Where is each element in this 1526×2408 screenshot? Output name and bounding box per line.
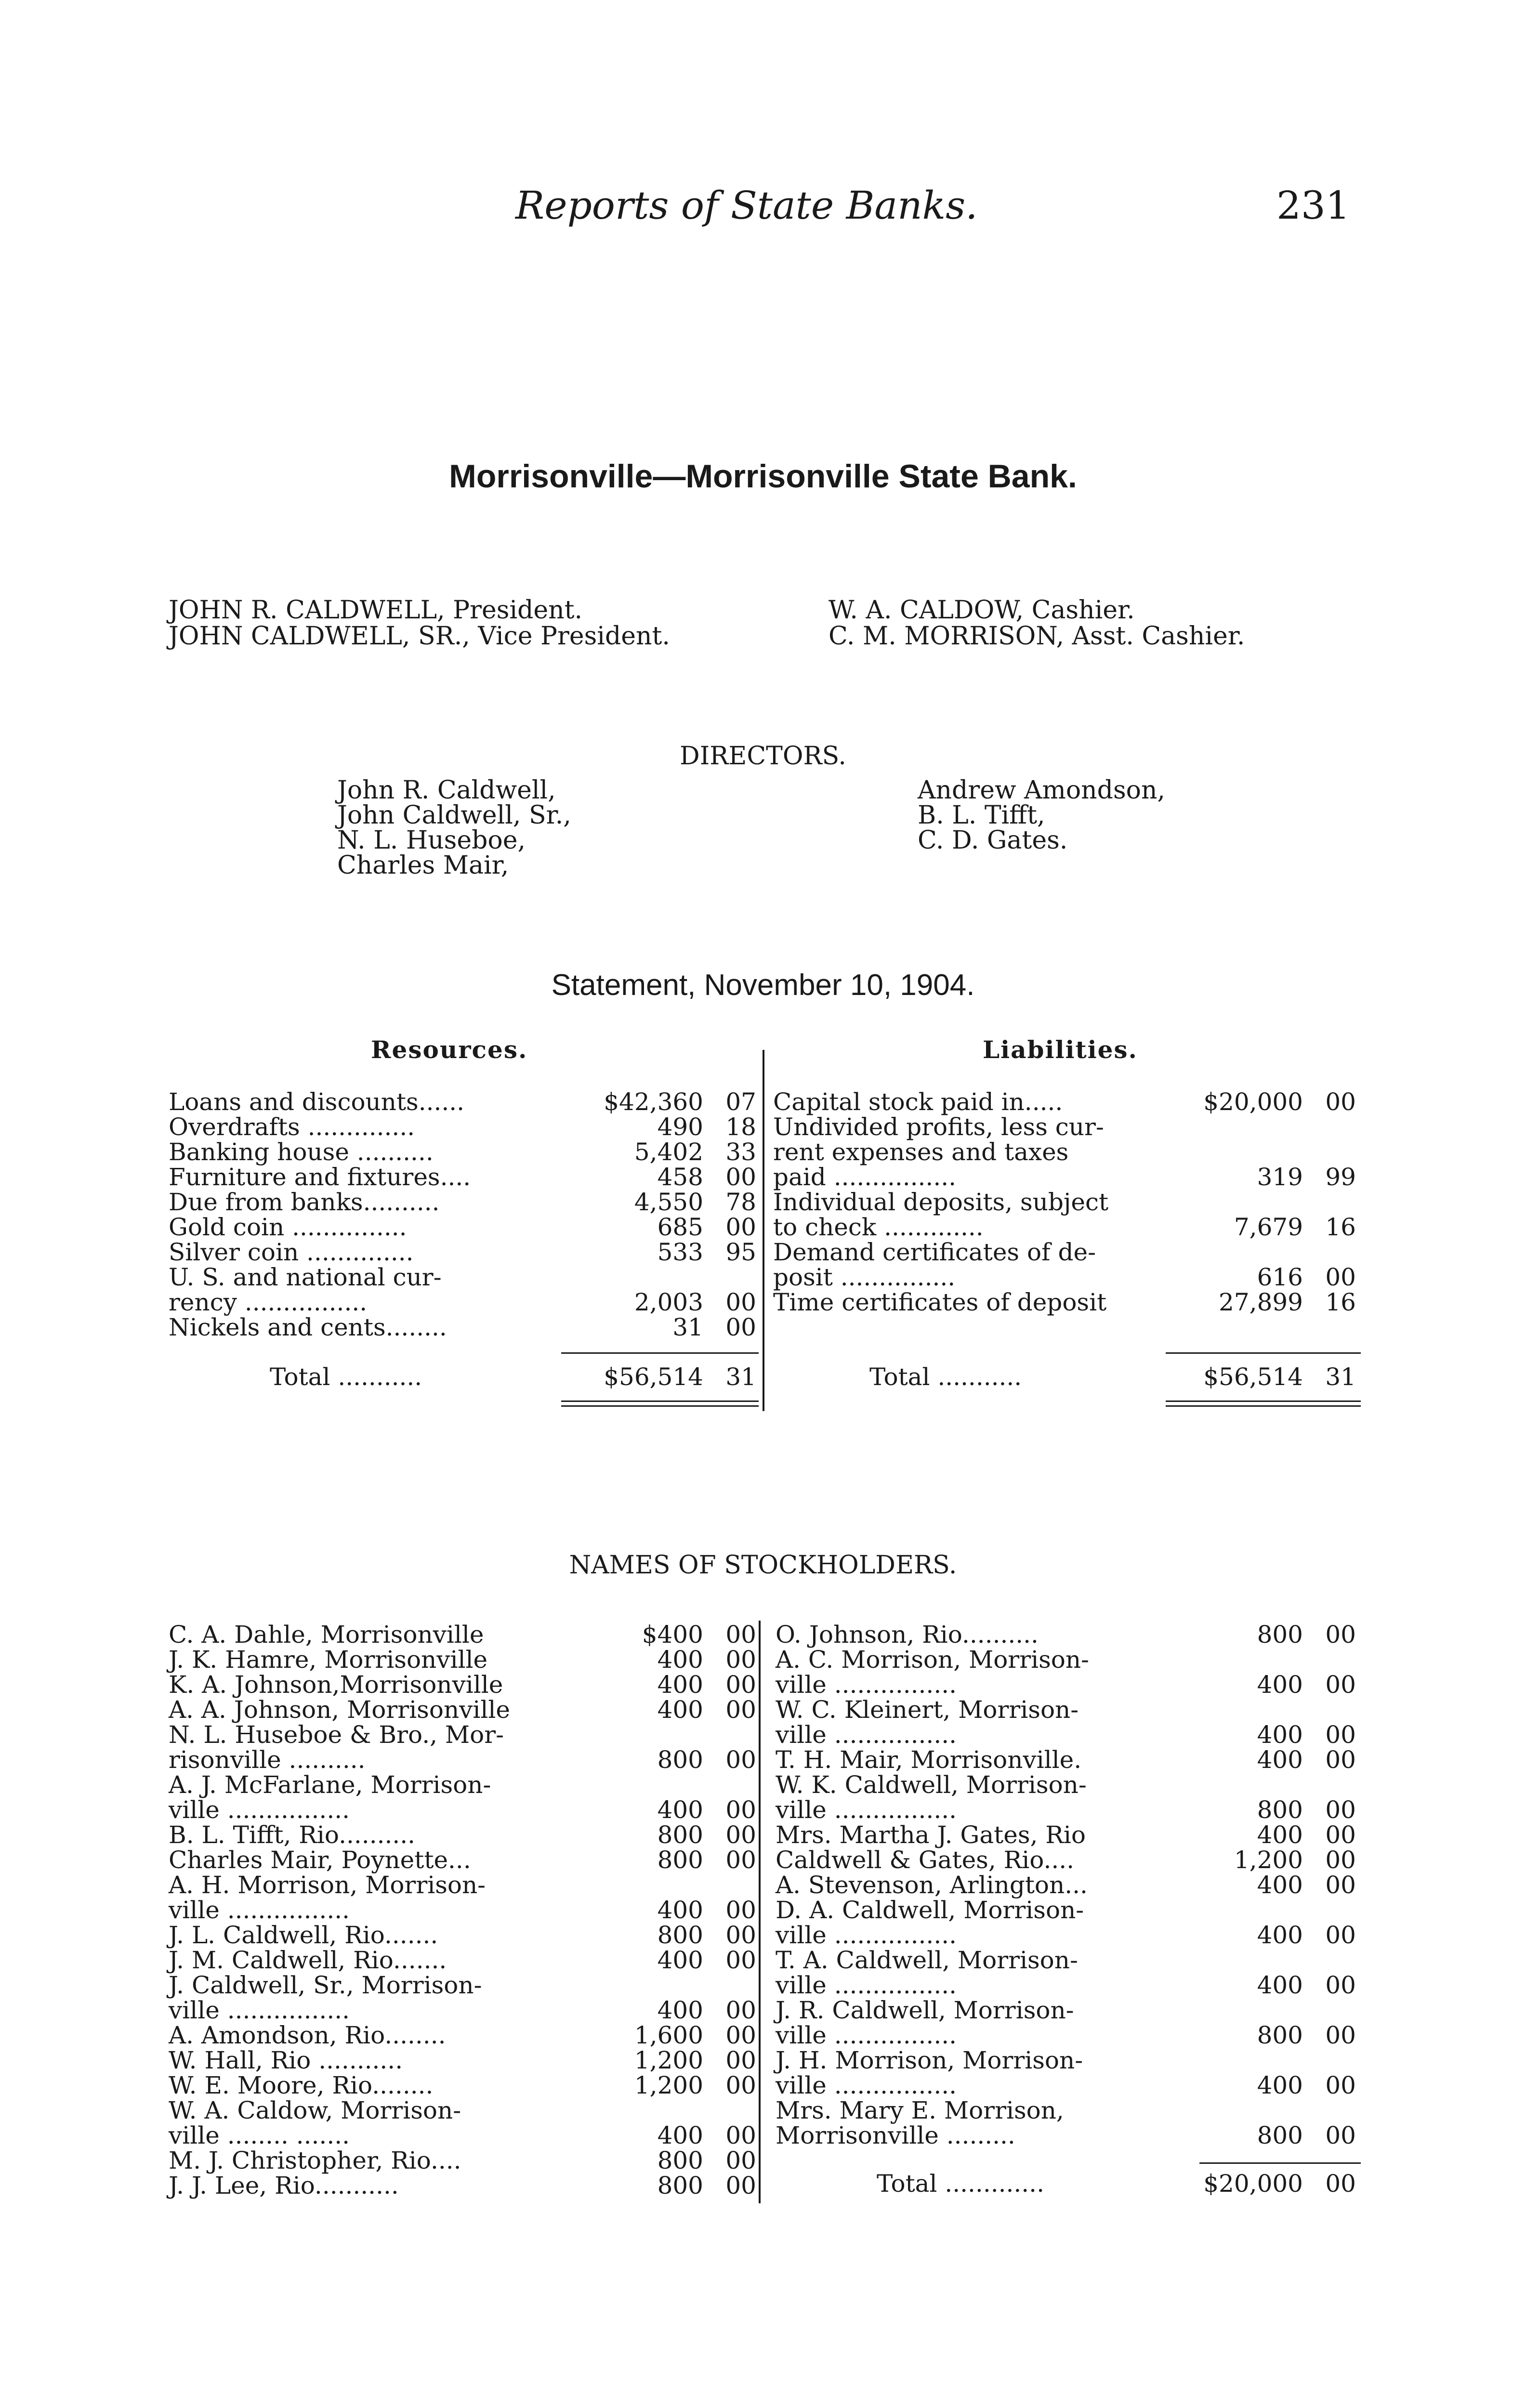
stockholder-row-label: C. A. Dahle, Morrisonville: [169, 1621, 484, 1649]
page-number: 231: [1276, 183, 1350, 228]
stockholder-row-cents: 00: [725, 2071, 756, 2099]
stockholder-row-amount: 1,600: [634, 2021, 703, 2049]
liability-row-amount: 27,899: [1219, 1288, 1303, 1316]
stockholder-row-amount: 400: [1257, 1671, 1303, 1699]
stockholder-row-cents: 00: [1325, 2021, 1356, 2049]
stockholder-row-cents: 00: [1325, 1621, 1356, 1649]
director-name: John Caldwell, Sr.,: [337, 801, 571, 830]
stockholder-row-amount: 400: [1257, 1971, 1303, 1999]
stockholder-row-label: M. J. Christopher, Rio....: [169, 2146, 461, 2174]
stockholder-row-cents: 00: [725, 1696, 756, 1724]
resource-row-amount: 5,402: [634, 1138, 703, 1166]
stockholder-row-cents: 00: [1325, 1921, 1356, 1949]
stockholder-row-amount: 400: [1257, 1821, 1303, 1849]
stockholders-total-rule: [1199, 2162, 1361, 2164]
stockholder-row-amount: 800: [1257, 2021, 1303, 2049]
liability-row-label: Demand certificates of de-: [773, 1238, 1096, 1266]
stockholder-row-label: J. L. Caldwell, Rio.......: [169, 1921, 438, 1949]
resource-row-cents: 07: [725, 1088, 756, 1116]
statement-column-divider: [763, 1050, 764, 1411]
directors-heading: DIRECTORS.: [680, 742, 846, 771]
resource-row-cents: 78: [725, 1188, 756, 1216]
stockholder-row-cents: 00: [725, 2146, 756, 2174]
stockholder-row-cents: 00: [725, 1996, 756, 2024]
stockholder-row-amount: 800: [657, 1921, 703, 1949]
liability-row-label: posit ...............: [773, 1263, 956, 1291]
liabilities-heading: Liabilities.: [983, 1035, 1138, 1064]
stockholder-row-amount: 800: [1257, 1796, 1303, 1824]
stockholder-row-label: A. H. Morrison, Morrison-: [169, 1871, 486, 1899]
stockholder-row-cents: 00: [1325, 1671, 1356, 1699]
stockholder-row-cents: 00: [725, 1921, 756, 1949]
stockholders-column-divider: [759, 1621, 761, 2203]
stockholder-row-amount: 800: [657, 1846, 703, 1874]
stockholder-row-amount: $400: [642, 1621, 703, 1649]
liability-row-cents: 99: [1325, 1163, 1356, 1191]
stockholder-row-label: Mrs. Martha J. Gates, Rio: [776, 1821, 1086, 1849]
stockholder-row-amount: 800: [657, 2146, 703, 2174]
liability-row-label: rent expenses and taxes: [773, 1138, 1069, 1166]
stockholder-row-label: ville ................: [776, 2021, 957, 2049]
stockholder-row-amount: 400: [1257, 1871, 1303, 1899]
stockholder-row-label: J. R. Caldwell, Morrison-: [776, 1996, 1074, 2024]
stockholder-row-label: A. Amondson, Rio........: [169, 2021, 446, 2049]
stockholder-row-label: J. Caldwell, Sr., Morrison-: [169, 1971, 482, 1999]
stockholder-row-label: Caldwell & Gates, Rio....: [776, 1846, 1075, 1874]
directors-left: [337, 778, 571, 878]
stockholder-row-amount: 400: [657, 1671, 703, 1699]
officer-asst-cashier: C. M. MORRISON, Asst. Cashier.: [829, 622, 1245, 651]
running-header-title: Reports of State Banks.: [515, 183, 978, 228]
liabilities-total-amount: $56,514: [1203, 1363, 1303, 1391]
stockholder-row-cents: 00: [725, 1846, 756, 1874]
officers-right: [829, 597, 1245, 649]
stockholder-row-cents: 00: [1325, 1821, 1356, 1849]
stockholder-row-label: ville ................: [169, 1796, 350, 1824]
bank-title: Morrisonville—Morrisonville State Bank.: [449, 458, 1077, 495]
stockholder-row-label: J. K. Hamre, Morrisonville: [169, 1646, 488, 1674]
resource-row-label: Silver coin ..............: [169, 1238, 414, 1266]
stockholder-row-cents: 00: [1325, 2071, 1356, 2099]
stockholder-row-label: A. Stevenson, Arlington...: [776, 1871, 1088, 1899]
stockholder-row-cents: 00: [725, 1621, 756, 1649]
director-name: B. L. Tifft,: [918, 801, 1045, 830]
liability-row-cents: 16: [1325, 1213, 1356, 1241]
resource-row-cents: 33: [725, 1138, 756, 1166]
stockholder-row-amount: 400: [1257, 2071, 1303, 2099]
stockholder-row-label: J. J. Lee, Rio...........: [169, 2172, 399, 2199]
stockholder-row-cents: 00: [725, 2046, 756, 2074]
stockholder-row-amount: 400: [657, 1646, 703, 1674]
statement-title: Statement, November 10, 1904.: [551, 968, 975, 1002]
resource-row-amount: 490: [657, 1113, 703, 1141]
liability-row-cents: 00: [1325, 1088, 1356, 1116]
stockholder-row-amount: 800: [1257, 1621, 1303, 1649]
resources-total-amount: $56,514: [604, 1363, 703, 1391]
resources-double-rule-b: [561, 1405, 759, 1407]
stockholder-row-amount: 800: [657, 1821, 703, 1849]
stockholder-row-label: W. E. Moore, Rio........: [169, 2071, 434, 2099]
officers-left: [169, 597, 670, 649]
stockholder-row-label: A. J. McFarlane, Morrison-: [169, 1771, 491, 1799]
director-name: N. L. Huseboe,: [337, 826, 526, 855]
stockholder-row-amount: 400: [657, 1946, 703, 1974]
resource-row-label: Nickels and cents........: [169, 1313, 447, 1341]
stockholder-row-label: W. K. Caldwell, Morrison-: [776, 1771, 1087, 1799]
stockholder-row-cents: 00: [1325, 1796, 1356, 1824]
stockholder-row-amount: 400: [657, 1896, 703, 1924]
stockholder-row-cents: 00: [1325, 1871, 1356, 1899]
stockholder-row-label: W. A. Caldow, Morrison-: [169, 2096, 461, 2124]
stockholder-row-label: ville ................: [169, 1996, 350, 2024]
stockholder-row-label: W. C. Kleinert, Morrison-: [776, 1696, 1079, 1724]
resource-row-cents: 00: [725, 1313, 756, 1341]
resource-row-amount: 685: [657, 1213, 703, 1241]
stockholder-row-label: A. C. Morrison, Morrison-: [776, 1646, 1089, 1674]
stockholder-row-label: ville ................: [776, 1971, 957, 1999]
stockholders-total-cents: 00: [1325, 2170, 1356, 2198]
resource-row-label: Overdrafts ..............: [169, 1113, 415, 1141]
stockholders-total-amount: $20,000: [1203, 2170, 1303, 2198]
stockholder-row-cents: 00: [1325, 1846, 1356, 1874]
stockholder-row-amount: 400: [657, 1996, 703, 2024]
liability-row-label: Individual deposits, subject: [773, 1188, 1109, 1216]
stockholder-row-cents: 00: [1325, 1971, 1356, 1999]
resources-total-cents: 31: [725, 1363, 756, 1391]
stockholder-row-cents: 00: [725, 2172, 756, 2199]
stockholder-row-cents: 00: [725, 1896, 756, 1924]
stockholder-row-label: W. Hall, Rio ...........: [169, 2046, 403, 2074]
stockholder-row-label: J. H. Morrison, Morrison-: [776, 2046, 1083, 2074]
resource-row-amount: 533: [657, 1238, 703, 1266]
resource-row-cents: 00: [725, 1163, 756, 1191]
stockholder-row-amount: 800: [657, 2172, 703, 2199]
stockholder-row-label: Charles Mair, Poynette...: [169, 1846, 471, 1874]
stockholders-total-label: Total .............: [877, 2170, 1044, 2198]
director-name: C. D. Gates.: [918, 826, 1068, 855]
stockholder-row-label: D. A. Caldwell, Morrison-: [776, 1896, 1084, 1924]
stockholder-row-amount: 400: [1257, 1921, 1303, 1949]
resource-row-cents: 00: [725, 1213, 756, 1241]
stockholder-row-amount: 400: [657, 2121, 703, 2149]
stockholder-row-label: ville ................: [776, 1796, 957, 1824]
stockholder-row-label: T. A. Caldwell, Morrison-: [776, 1946, 1078, 1974]
resource-row-amount: 458: [657, 1163, 703, 1191]
liability-row-amount: 319: [1257, 1163, 1303, 1191]
resources-double-rule-a: [561, 1400, 759, 1402]
stockholder-row-label: O. Johnson, Rio..........: [776, 1621, 1039, 1649]
stockholder-row-label: B. L. Tifft, Rio..........: [169, 1821, 416, 1849]
resource-row-cents: 18: [725, 1113, 756, 1141]
stockholder-row-label: A. A. Johnson, Morrisonville: [169, 1696, 510, 1724]
stockholder-row-cents: 00: [1325, 1746, 1356, 1774]
stockholder-row-cents: 00: [725, 2121, 756, 2149]
stockholder-row-cents: 00: [725, 1821, 756, 1849]
resource-row-amount: 4,550: [634, 1188, 703, 1216]
stockholder-row-cents: 00: [725, 2021, 756, 2049]
stockholder-row-label: ville ................: [776, 2071, 957, 2099]
liability-row-amount: 7,679: [1234, 1213, 1303, 1241]
stockholder-row-amount: 400: [1257, 1721, 1303, 1749]
resource-row-label: Banking house ..........: [169, 1138, 434, 1166]
liability-row-label: to check .............: [773, 1213, 984, 1241]
stockholder-row-amount: 800: [1257, 2121, 1303, 2149]
stockholder-row-label: ville ................: [776, 1671, 957, 1699]
liabilities-double-rule-b: [1166, 1405, 1361, 1407]
stockholder-row-label: ville ................: [169, 1896, 350, 1924]
stockholder-row-amount: 1,200: [634, 2071, 703, 2099]
stockholder-row-label: J. M. Caldwell, Rio.......: [169, 1946, 447, 1974]
resource-row-cents: 00: [725, 1288, 756, 1316]
stockholder-row-cents: 00: [725, 1946, 756, 1974]
resource-row-amount: 2,003: [634, 1288, 703, 1316]
stockholder-row-cents: 00: [725, 1796, 756, 1824]
stockholder-row-label: ville ........ .......: [169, 2121, 350, 2149]
resource-row-label: Gold coin ...............: [169, 1213, 407, 1241]
liability-row-amount: 616: [1257, 1263, 1303, 1291]
liability-row-cents: 16: [1325, 1288, 1356, 1316]
resource-row-label: U. S. and national cur-: [169, 1263, 442, 1291]
director-name: Andrew Amondson,: [918, 776, 1165, 805]
resource-row-cents: 95: [725, 1238, 756, 1266]
stockholder-row-cents: 00: [1325, 2121, 1356, 2149]
stockholder-row-label: N. L. Huseboe & Bro., Mor-: [169, 1721, 504, 1749]
stockholder-row-amount: 1,200: [1234, 1846, 1303, 1874]
liability-row-label: Undivided profits, less cur-: [773, 1113, 1104, 1141]
stockholder-row-cents: 00: [725, 1646, 756, 1674]
stockholder-row-label: ville ................: [776, 1921, 957, 1949]
resource-row-amount: 31: [672, 1313, 703, 1341]
officer-cashier: W. A. CALDOW, Cashier.: [829, 596, 1135, 625]
resource-row-label: rency ................: [169, 1288, 368, 1316]
liability-row-amount: $20,000: [1203, 1088, 1303, 1116]
stockholder-row-label: K. A. Johnson,Morrisonville: [169, 1671, 503, 1699]
liability-row-cents: 00: [1325, 1263, 1356, 1291]
stockholder-row-cents: 00: [725, 1671, 756, 1699]
stockholder-row-amount: 400: [1257, 1746, 1303, 1774]
stockholder-row-cents: 00: [725, 1746, 756, 1774]
liability-row-label: Capital stock paid in.....: [773, 1088, 1063, 1116]
director-name: Charles Mair,: [337, 851, 509, 880]
resources-total-rule: [561, 1352, 759, 1354]
liabilities-double-rule-a: [1166, 1400, 1361, 1402]
directors-right: [918, 778, 1165, 853]
resources-heading: Resources.: [371, 1035, 528, 1064]
stockholder-row-amount: 800: [657, 1746, 703, 1774]
liabilities-total-label: Total ...........: [869, 1363, 1022, 1391]
stockholder-row-label: Mrs. Mary E. Morrison,: [776, 2096, 1064, 2124]
resource-row-label: Loans and discounts......: [169, 1088, 465, 1116]
stockholder-row-amount: 400: [657, 1696, 703, 1724]
resource-row-label: Due from banks..........: [169, 1188, 440, 1216]
stockholder-row-amount: 1,200: [634, 2046, 703, 2074]
stockholder-row-label: ville ................: [776, 1721, 957, 1749]
liabilities-total-rule: [1166, 1352, 1361, 1354]
officer-vice-president: JOHN CALDWELL, SR., Vice President.: [169, 622, 670, 651]
director-name: John R. Caldwell,: [337, 776, 556, 805]
resource-row-amount: $42,360: [604, 1088, 703, 1116]
stockholders-heading: NAMES OF STOCKHOLDERS.: [569, 1551, 957, 1580]
liabilities-total-cents: 31: [1325, 1363, 1356, 1391]
liability-row-label: paid ................: [773, 1163, 957, 1191]
stockholder-row-label: risonville ..........: [169, 1746, 366, 1774]
resources-total-label: Total ...........: [270, 1363, 422, 1391]
stockholder-row-amount: 400: [657, 1796, 703, 1824]
stockholder-row-label: T. H. Mair, Morrisonville.: [776, 1746, 1082, 1774]
stockholder-row-label: Morrisonville .........: [776, 2121, 1015, 2149]
liability-row-label: Time certificates of deposit: [773, 1288, 1107, 1316]
resource-row-label: Furniture and fixtures....: [169, 1163, 471, 1191]
stockholder-row-cents: 00: [1325, 1721, 1356, 1749]
officer-president: JOHN R. CALDWELL, President.: [169, 596, 583, 625]
